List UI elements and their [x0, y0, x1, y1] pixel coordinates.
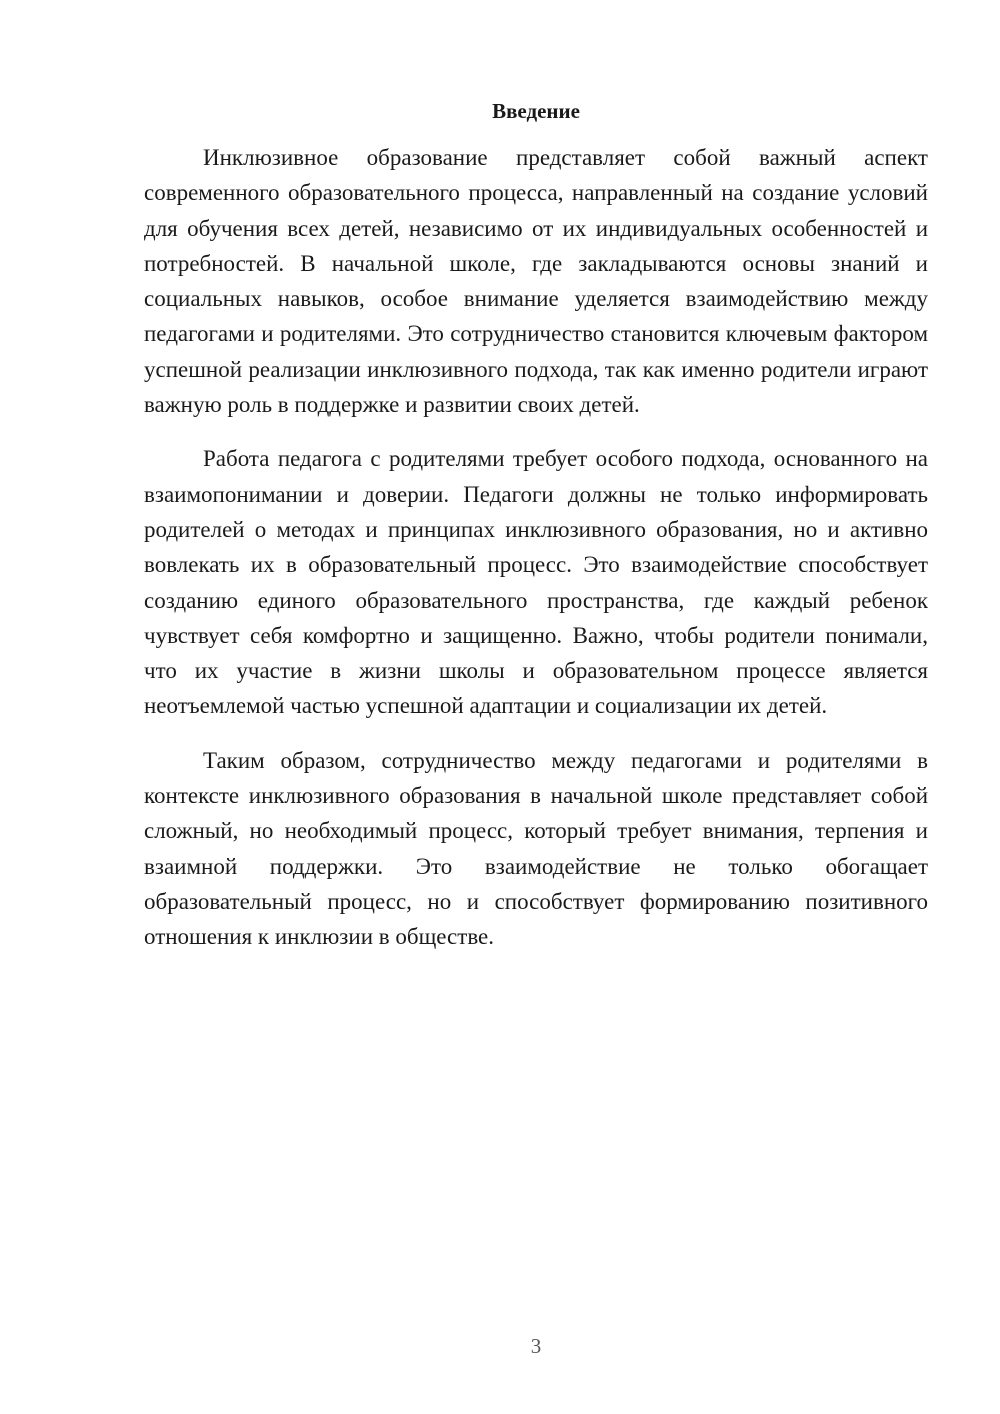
- paragraph-3: Таким образом, сотрудничество между педагогами и родителями в контексте инклюзивного образования в начальной школе представляет собой сложный, но необходимый процесс, который требует внимания, терпения и взаимной поддержки. Это взаимодействие не только обогащает образовательный процесс, но и способствует формированию позитивного отношения к инклюзии в обществе.: [144, 747, 928, 950]
- paragraph-2: Работа педагога с родителями требует особого подхода, основанного на взаимопонимании и доверии. Педагоги должны не только информировать родителей о методах и принципах инклюзивного образования, но и активно вовлекать их в образовательный процесс. Это взаимодействие способствует созданию единого образовательного пространства, где каждый ребенок чувствует себя комфортно и защищенно. Важно, чтобы родители понимали, что их участие в жизни школы и образовательном процессе является неотъемлемой частью успешной адаптации и социализации их детей.: [144, 446, 928, 719]
- page-number: 3: [530, 1334, 542, 1358]
- section-heading: Введение: [492, 99, 580, 123]
- page-content: [144, 96, 928, 974]
- paragraph-1: Инклюзивное образование представляет собой важный аспект современного образовательного процесса, направленный на создание условий для обучения всех детей, независимо от их индивидуальных особенностей и потребностей. В начальной школе, где закладываются основы знаний и социальных навыков, особое внимание уделяется взаимодействию между педагогами и родителями. Это сотрудничество становится ключевым фактором успешной реализации инклюзивного подхода, так как именно родители играют важную роль в поддержке и развитии своих детей.: [144, 145, 928, 418]
